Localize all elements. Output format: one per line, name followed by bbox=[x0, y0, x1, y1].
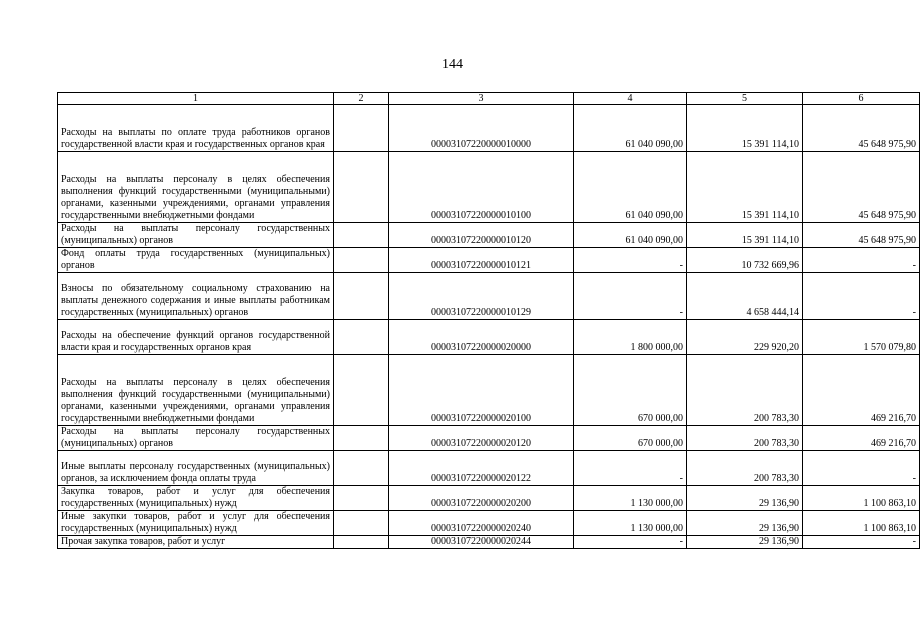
row-name-cell: Прочая закупка товаров, работ и услуг bbox=[58, 536, 334, 549]
row-col6-cell: 469 216,70 bbox=[803, 355, 920, 426]
row-col6-cell: 45 648 975,90 bbox=[803, 152, 920, 223]
row-col2-cell bbox=[334, 536, 389, 549]
table-row bbox=[58, 451, 920, 486]
table-row bbox=[58, 426, 920, 451]
row-col4-cell: - bbox=[574, 451, 687, 486]
table-row bbox=[58, 248, 920, 273]
row-code-cell: 00003107220000020120 bbox=[389, 426, 574, 451]
row-code-cell: 00003107220000020122 bbox=[389, 451, 574, 486]
row-col4-cell: 1 130 000,00 bbox=[574, 511, 687, 536]
row-name-cell: Иные закупки товаров, работ и услуг для обеспечения государственных (муниципальных) нужд bbox=[58, 511, 334, 536]
row-col5-cell: 200 783,30 bbox=[687, 426, 803, 451]
row-name-cell: Взносы по обязательному социальному страхованию на выплаты денежного содержания и иные выплаты работникам государственных (муниципальных) органов bbox=[58, 273, 334, 320]
row-code-cell: 00003107220000010129 bbox=[389, 273, 574, 320]
table-row bbox=[58, 355, 920, 426]
row-col4-cell: 1 800 000,00 bbox=[574, 320, 687, 355]
budget-table bbox=[57, 92, 920, 549]
table-row bbox=[58, 223, 920, 248]
row-col4-cell: 1 130 000,00 bbox=[574, 486, 687, 511]
row-col6-cell: 1 570 079,80 bbox=[803, 320, 920, 355]
row-name-cell: Закупка товаров, работ и услуг для обеспечения государственных (муниципальных) нужд bbox=[58, 486, 334, 511]
column-header: 2 bbox=[334, 93, 389, 105]
table-row bbox=[58, 511, 920, 536]
header-row bbox=[58, 93, 920, 105]
row-col2-cell bbox=[334, 451, 389, 486]
column-header: 4 bbox=[574, 93, 687, 105]
row-col4-cell: 670 000,00 bbox=[574, 426, 687, 451]
row-name-cell: Расходы на выплаты по оплате труда работников органов государственной власти края и государственных органов края bbox=[58, 105, 334, 152]
row-col6-cell: 1 100 863,10 bbox=[803, 511, 920, 536]
row-col5-cell: 29 136,90 bbox=[687, 536, 803, 549]
row-col4-cell: - bbox=[574, 273, 687, 320]
table-row bbox=[58, 536, 920, 549]
row-code-cell: 00003107220000020200 bbox=[389, 486, 574, 511]
row-col4-cell: 61 040 090,00 bbox=[574, 105, 687, 152]
row-col6-cell: - bbox=[803, 536, 920, 549]
row-col6-cell: - bbox=[803, 248, 920, 273]
row-code-cell: 00003107220000020244 bbox=[389, 536, 574, 549]
row-col2-cell bbox=[334, 105, 389, 152]
row-col5-cell: 4 658 444,14 bbox=[687, 273, 803, 320]
row-name-cell: Иные выплаты персоналу государственных (муниципальных) органов, за исключением фонда оплаты труда bbox=[58, 451, 334, 486]
row-col4-cell: 61 040 090,00 bbox=[574, 223, 687, 248]
row-col5-cell: 29 136,90 bbox=[687, 511, 803, 536]
row-col5-cell: 229 920,20 bbox=[687, 320, 803, 355]
row-col6-cell: 45 648 975,90 bbox=[803, 223, 920, 248]
table-row bbox=[58, 273, 920, 320]
row-col5-cell: 15 391 114,10 bbox=[687, 105, 803, 152]
row-col5-cell: 200 783,30 bbox=[687, 451, 803, 486]
column-header: 3 bbox=[389, 93, 574, 105]
row-col2-cell bbox=[334, 273, 389, 320]
row-name-cell: Расходы на обеспечение функций органов государственной власти края и государственных органов края bbox=[58, 320, 334, 355]
row-code-cell: 00003107220000010121 bbox=[389, 248, 574, 273]
table-row bbox=[58, 105, 920, 152]
row-col5-cell: 10 732 669,96 bbox=[687, 248, 803, 273]
column-header: 5 bbox=[687, 93, 803, 105]
row-col2-cell bbox=[334, 426, 389, 451]
column-header: 6 bbox=[803, 93, 920, 105]
row-col2-cell bbox=[334, 486, 389, 511]
row-col5-cell: 15 391 114,10 bbox=[687, 152, 803, 223]
row-col2-cell bbox=[334, 320, 389, 355]
row-code-cell: 00003107220000010000 bbox=[389, 105, 574, 152]
row-name-cell: Расходы на выплаты персоналу в целях обеспечения выполнения функций государственными (муниципальными) органами, казенными учреждениями, органами управления государственными внебюджетными фондами bbox=[58, 355, 334, 426]
row-col2-cell bbox=[334, 223, 389, 248]
row-col5-cell: 15 391 114,10 bbox=[687, 223, 803, 248]
row-col2-cell bbox=[334, 355, 389, 426]
row-name-cell: Расходы на выплаты персоналу государственных (муниципальных) органов bbox=[58, 223, 334, 248]
table-row bbox=[58, 486, 920, 511]
row-col2-cell bbox=[334, 248, 389, 273]
row-code-cell: 00003107220000010100 bbox=[389, 152, 574, 223]
table-row bbox=[58, 320, 920, 355]
row-col6-cell: 1 100 863,10 bbox=[803, 486, 920, 511]
row-col6-cell: 469 216,70 bbox=[803, 426, 920, 451]
row-col2-cell bbox=[334, 152, 389, 223]
table-body bbox=[58, 105, 920, 549]
row-code-cell: 00003107220000020000 bbox=[389, 320, 574, 355]
row-code-cell: 00003107220000010120 bbox=[389, 223, 574, 248]
page-number: 144 bbox=[442, 57, 463, 72]
row-col5-cell: 29 136,90 bbox=[687, 486, 803, 511]
row-col4-cell: - bbox=[574, 536, 687, 549]
row-col6-cell: 45 648 975,90 bbox=[803, 105, 920, 152]
row-col6-cell: - bbox=[803, 451, 920, 486]
row-col2-cell bbox=[334, 511, 389, 536]
row-col6-cell: - bbox=[803, 273, 920, 320]
row-code-cell: 00003107220000020240 bbox=[389, 511, 574, 536]
table-row bbox=[58, 152, 920, 223]
row-col4-cell: 61 040 090,00 bbox=[574, 152, 687, 223]
row-col4-cell: - bbox=[574, 248, 687, 273]
row-name-cell: Расходы на выплаты персоналу государственных (муниципальных) органов bbox=[58, 426, 334, 451]
row-col4-cell: 670 000,00 bbox=[574, 355, 687, 426]
row-name-cell: Расходы на выплаты персоналу в целях обеспечения выполнения функций государственными (муниципальными) органами, казенными учреждениями, органами управления государственными внебюджетными фондами bbox=[58, 152, 334, 223]
column-header: 1 bbox=[58, 93, 334, 105]
row-name-cell: Фонд оплаты труда государственных (муниципальных) органов bbox=[58, 248, 334, 273]
row-code-cell: 00003107220000020100 bbox=[389, 355, 574, 426]
row-col5-cell: 200 783,30 bbox=[687, 355, 803, 426]
